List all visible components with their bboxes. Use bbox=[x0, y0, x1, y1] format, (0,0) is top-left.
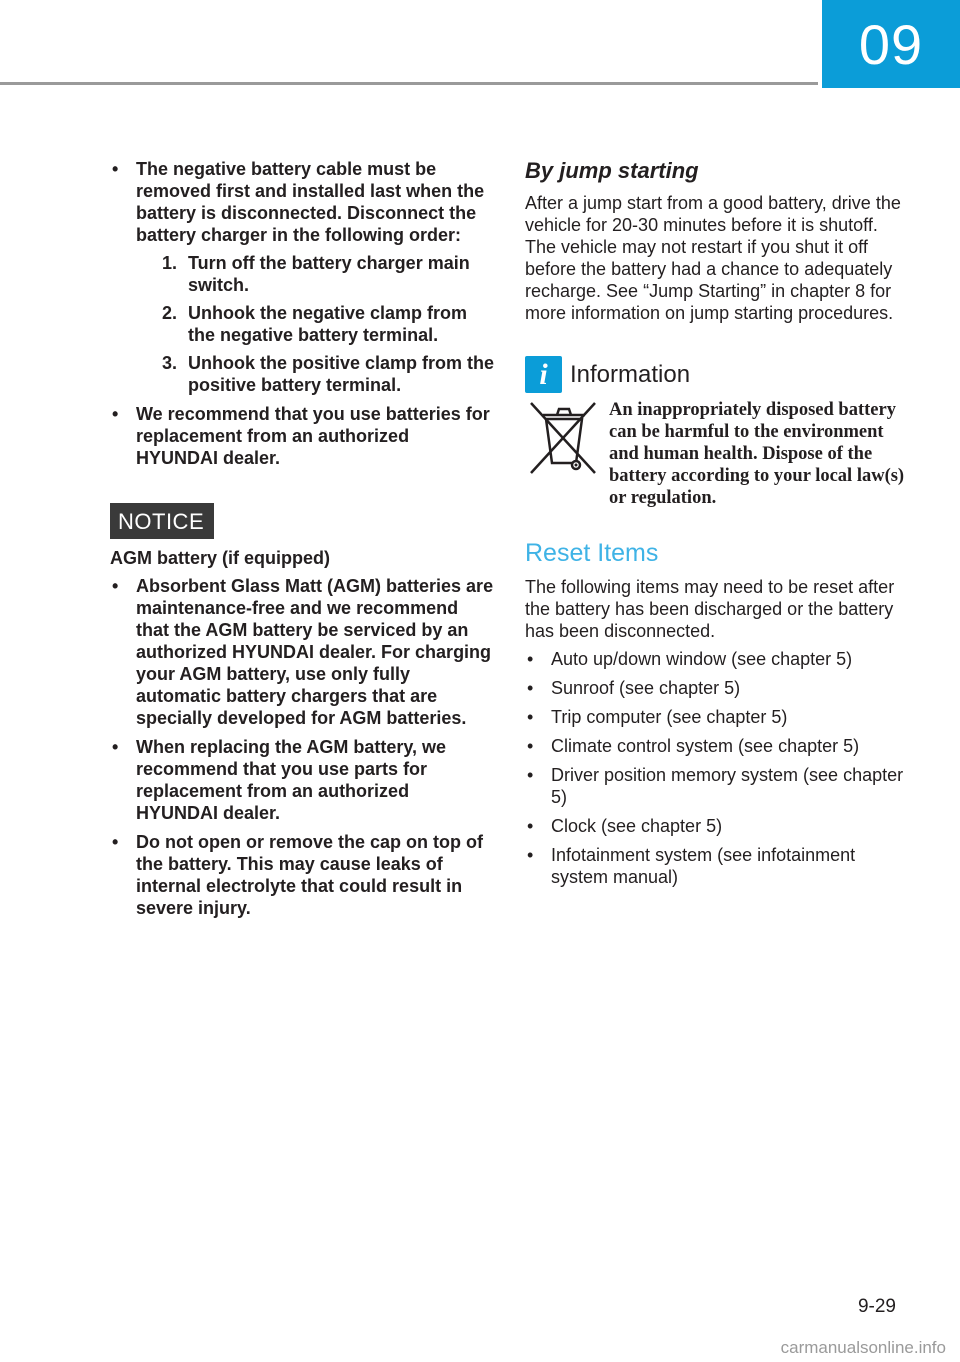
list-item: • Infotainment system (see infotainment system manual) bbox=[525, 844, 910, 888]
list-item: • Absorbent Glass Matt (AGM) batteries are maintenance-free and we recommend that the AGM battery be serviced by an authorized HYUNDAI dealer. For charging your AGM battery, use only fully automatic battery chargers that are specially developed for AGM batteries. bbox=[110, 575, 495, 729]
battery-cable-list bbox=[110, 158, 495, 469]
left-column bbox=[110, 158, 495, 919]
jump-start-text: After a jump start from a good battery, drive the vehicle for 20-30 minutes before it is shutoff. The vehicle may not restart if you shut it off before the battery had a chance to adequately recharge. See “Jump Starting” in chapter 8 for more information on jump starting procedures. bbox=[525, 193, 901, 323]
notice-badge: NOTICE bbox=[110, 503, 214, 539]
information-label: Information bbox=[570, 360, 691, 388]
step-item bbox=[162, 252, 495, 296]
reset-items-intro: The following items may need to be reset after the battery has been discharged or the battery has been disconnected. bbox=[525, 577, 895, 641]
chapter-tab: 09 bbox=[822, 0, 960, 88]
watermark: carmanualsonline.info bbox=[780, 1338, 946, 1357]
step-text: Turn off the battery charger main switch. bbox=[188, 253, 470, 295]
disconnect-steps bbox=[162, 252, 495, 396]
information-icon: i bbox=[525, 356, 562, 393]
list-item-text: The negative battery cable must be removed first and installed last when the battery is disconnected. Disconnect the battery charger in the following order: bbox=[136, 159, 485, 245]
list-item: • When replacing the AGM battery, we recommend that you use parts for replacement from an authorized HYUNDAI dealer. bbox=[110, 736, 495, 824]
reset-items-heading: Reset Items bbox=[525, 539, 659, 567]
information-body bbox=[525, 399, 910, 509]
list-item: • Driver position memory system (see chapter 5) bbox=[525, 764, 910, 808]
list-item-text: We recommend that you use batteries for replacement from an authorized HYUNDAI dealer. bbox=[136, 404, 490, 468]
list-item: • Clock (see chapter 5) bbox=[525, 815, 910, 837]
reset-items-list bbox=[525, 648, 910, 888]
list-item: • Do not open or remove the cap on top of the battery. This may cause leaks of internal electrolyte that could result in severe injury. bbox=[110, 831, 495, 919]
step-number: 3. bbox=[162, 353, 178, 373]
list-item: • Trip computer (see chapter 5) bbox=[525, 706, 910, 728]
step-text: Unhook the negative clamp from the negative battery terminal. bbox=[188, 303, 468, 345]
page-number: 9-29 bbox=[857, 1296, 896, 1317]
list-item bbox=[110, 158, 495, 396]
step-number: 2. bbox=[162, 303, 178, 323]
list-item: • Auto up/down window (see chapter 5) bbox=[525, 648, 910, 670]
step-text: Unhook the positive clamp from the positive battery terminal. bbox=[188, 353, 495, 395]
notice-title: AGM battery (if equipped) bbox=[110, 548, 330, 568]
notice-list bbox=[110, 575, 495, 919]
step-number: 1. bbox=[162, 253, 178, 273]
step-item bbox=[162, 302, 495, 346]
step-item bbox=[162, 352, 495, 396]
crossed-out-bin-icon bbox=[525, 399, 603, 477]
list-item: • Sunroof (see chapter 5) bbox=[525, 677, 910, 699]
list-item bbox=[110, 403, 495, 469]
right-column bbox=[525, 158, 910, 888]
list-item: • Climate control system (see chapter 5) bbox=[525, 735, 910, 757]
header-rule bbox=[0, 82, 818, 85]
jump-start-heading: By jump starting bbox=[525, 158, 699, 183]
information-text: An inappropriately disposed battery can be harmful to the environment and human health. Dispose of the battery according to your local law(s) or regulation. bbox=[609, 400, 905, 508]
information-header bbox=[525, 356, 910, 393]
